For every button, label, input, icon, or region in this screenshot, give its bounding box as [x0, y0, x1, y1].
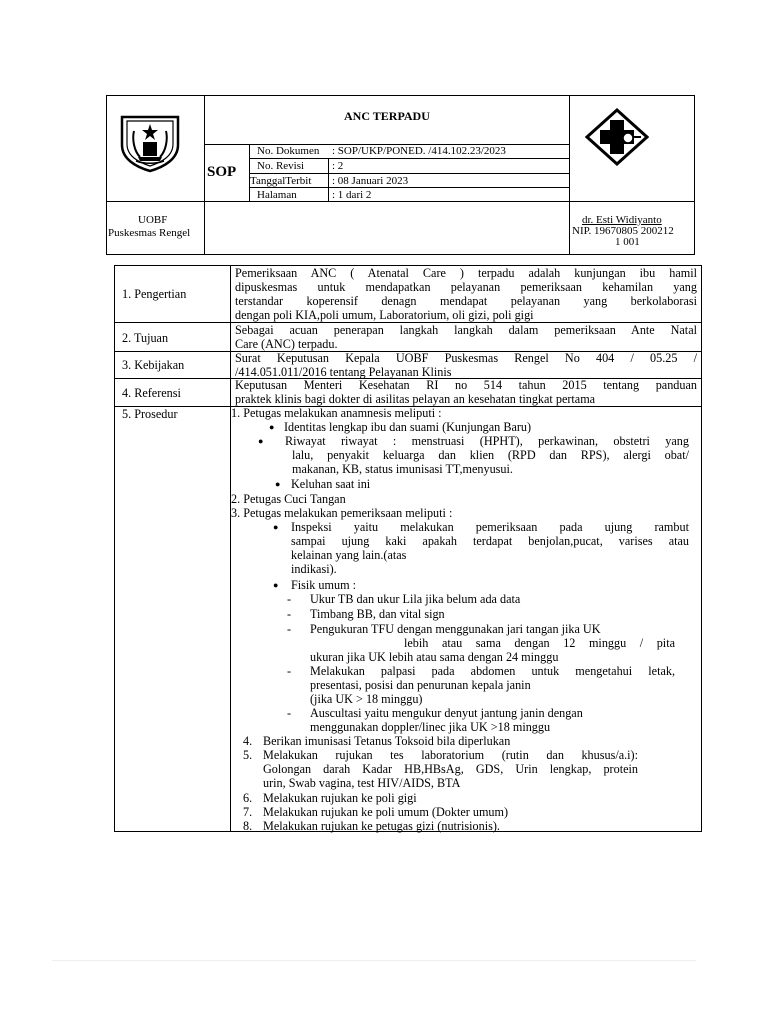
exam-tfu-cont2: ukuran jika UK lebih atau sama dengan 24 minggu [310, 650, 559, 664]
text-line: Pengukuran TFU dengan menggunakan jari tangan jika UK [310, 622, 601, 636]
text-line: Pemeriksaan ANC ( Atenatal Care ) terpadu adalah kunjungan ibu hamil [235, 266, 697, 280]
step-number: 5. [243, 748, 253, 762]
text-line: lebih atau sama dengan 12 minggu / pita [404, 636, 675, 650]
step-number: 4. [243, 734, 253, 748]
bullet-icon: ● [273, 522, 279, 532]
meta-value-no-revisi: : 2 [332, 160, 344, 172]
org-unit: Puskesmas Rengel [108, 227, 191, 239]
text-line: Auscultasi yaitu mengukur denyut jantung janin dengan [310, 706, 583, 720]
exam-tfu-cont [404, 636, 675, 650]
sop-label: SOP [207, 164, 237, 180]
exam-palpation [310, 664, 675, 706]
section-text-referensi [235, 378, 697, 406]
text-line: urin, Swab vagina, test HIV/AIDS, BTA [263, 776, 461, 790]
sop-content-table [114, 265, 702, 832]
step-number: 8. [243, 819, 253, 833]
signer-name: dr. Esti Widiyanto [582, 214, 662, 226]
step-nutrition-referral: Melakukan rujukan ke petugas gizi (nutrisionis). [263, 819, 500, 833]
bullet-icon: ● [273, 580, 279, 590]
section-text-pengertian [235, 266, 697, 322]
meta-label-no-revisi: No. Revisi [257, 160, 305, 172]
exam-weight-vitals: Timbang BB, dan vital sign [310, 607, 445, 621]
text-line: praktek klinis bagi dokter di asilitas pelayan an kesehatan tingkat pertama [235, 392, 596, 406]
step-number: 7. [243, 805, 253, 819]
text-line: Care (ANC) terpadu. [235, 337, 338, 351]
meta-label-tanggal-terbit: TanggalTerbit [250, 175, 312, 187]
step-dental-referral: Melakukan rujukan ke poli gigi [263, 791, 417, 805]
text-line: (jika UK > 18 minggu) [310, 692, 423, 706]
section-label-referensi: 4. Referensi [122, 386, 181, 400]
dash-icon: - [287, 706, 292, 720]
anamnesis-complaint: Keluhan saat ini [291, 477, 371, 491]
document-title: ANC TERPADU [344, 109, 430, 123]
dash-icon: - [287, 664, 292, 678]
section-text-kebijakan [235, 351, 697, 379]
meta-label-no-dokumen: No. Dokumen [257, 145, 320, 157]
text-line: /414.051.011/2016 tentang Pelayanan Klinis [235, 365, 452, 379]
text-line: Golongan darah Kadar HB,HBsAg, GDS, Urin lengkap, protein [263, 762, 638, 776]
dash-icon: - [287, 622, 292, 636]
bullet-icon: ● [258, 436, 264, 446]
signer-nip-suffix: 1 001 [615, 236, 640, 248]
org-name: UOBF [138, 214, 168, 226]
physical-exam-heading: Fisik umum : [291, 578, 357, 592]
dash-icon: - [287, 607, 292, 621]
anamnesis-history [285, 434, 689, 448]
section-label-pengertian: 1. Pengertian [122, 287, 187, 301]
step-general-referral: Melakukan rujukan ke poli umum (Dokter umum) [263, 805, 509, 819]
procedure-step-2: 2. Petugas Cuci Tangan [231, 492, 346, 506]
text-line: dengan poli KIA,poli umum, Laboratorium, oli gizi, poli gigi [235, 308, 534, 322]
anamnesis-identity: Identitas lengkap ibu dan suami (Kunjungan Baru) [284, 420, 532, 434]
page-footer-divider [52, 960, 696, 961]
text-line: sampai ujung kaki apakah terdapat benjolan,pucat, varises atau [291, 534, 689, 548]
step-lab-referral [263, 748, 638, 790]
step-number: 6. [243, 791, 253, 805]
exam-height-lila: Ukur TB dan ukur Lila jika belum ada data [310, 592, 521, 606]
meta-label-halaman: Halaman [257, 189, 297, 201]
meta-value-tanggal-terbit: : 08 Januari 2023 [332, 175, 409, 187]
text-line: Surat Keputusan Kepala UOBF Puskesmas Rengel No 404 / 05.25 / [235, 351, 697, 365]
section-text-tujuan [235, 323, 697, 351]
text-line: menggunakan doppler/linec jika UK >18 minggu [310, 720, 551, 734]
exam-auscultation [310, 706, 680, 734]
text-line: dipuskesmas untuk mendapatkan pelayanan pemeriksaan kehamilan yang [235, 280, 697, 294]
bullet-icon: ● [275, 479, 281, 489]
text-line: Melakukan palpasi pada abdomen untuk mengetahui letak, [310, 664, 675, 678]
meta-value-no-dokumen: : SOP/UKP/PONED. /414.102.23/2023 [332, 145, 506, 157]
text-line: kelainan yang lain.(atas [291, 548, 407, 562]
dash-icon: - [287, 592, 292, 606]
text-line: Sebagai acuan penerapan langkah langkah dalam pemeriksaan Ante Natal [235, 323, 697, 337]
text-line: presentasi, posisi dan penurunan kepala janin [310, 678, 531, 692]
text-line: Riwayat riwayat : menstruasi (HPHT), perkawinan, obstetri yang [285, 434, 689, 448]
emblem-logo [116, 111, 184, 173]
inspection-text-cont [291, 534, 689, 576]
text-line: terstandar koperensif denagn mendapat pelayanan yang berkolaborasi [235, 294, 697, 308]
anamnesis-history-cont [292, 448, 689, 476]
text-line: Keputusan Menteri Kesehatan RI no 514 tahun 2015 tentang panduan [235, 378, 697, 392]
procedure-step-1: 1. Petugas melakukan anamnesis meliputi : [231, 406, 442, 420]
meta-value-halaman: : 1 dari 2 [332, 189, 372, 201]
document-header [106, 95, 695, 255]
text-line: makanan, KB, status imunisasi TT,menyusui. [292, 462, 513, 476]
step-tt-immunization: Berikan imunisasi Tetanus Toksoid bila diperlukan [263, 734, 511, 748]
text-line: indikasi). [291, 562, 337, 576]
signer-nip: NIP. 19670805 200212 [572, 225, 674, 237]
section-label-prosedur: 5. Prosedur [122, 407, 178, 421]
text-line: Melakukan rujukan tes laboratorium (rutin dan khusus/a.i): [263, 748, 638, 762]
section-label-kebijakan: 3. Kebijakan [122, 358, 185, 372]
text-line: lalu, penyakit keluarga dan klien (RPD dan RPS), alergi obat/ [292, 448, 689, 462]
puskesmas-logo [585, 108, 649, 166]
exam-tfu [310, 622, 680, 636]
bullet-icon: ● [269, 422, 275, 432]
section-label-tujuan: 2. Tujuan [122, 331, 169, 345]
procedure-step-3: 3. Petugas melakukan pemeriksaan meliputi : [231, 506, 453, 520]
inspection-text [291, 520, 689, 534]
text-line: Inspeksi yaitu melakukan pemeriksaan pada ujung rambut [291, 520, 689, 534]
